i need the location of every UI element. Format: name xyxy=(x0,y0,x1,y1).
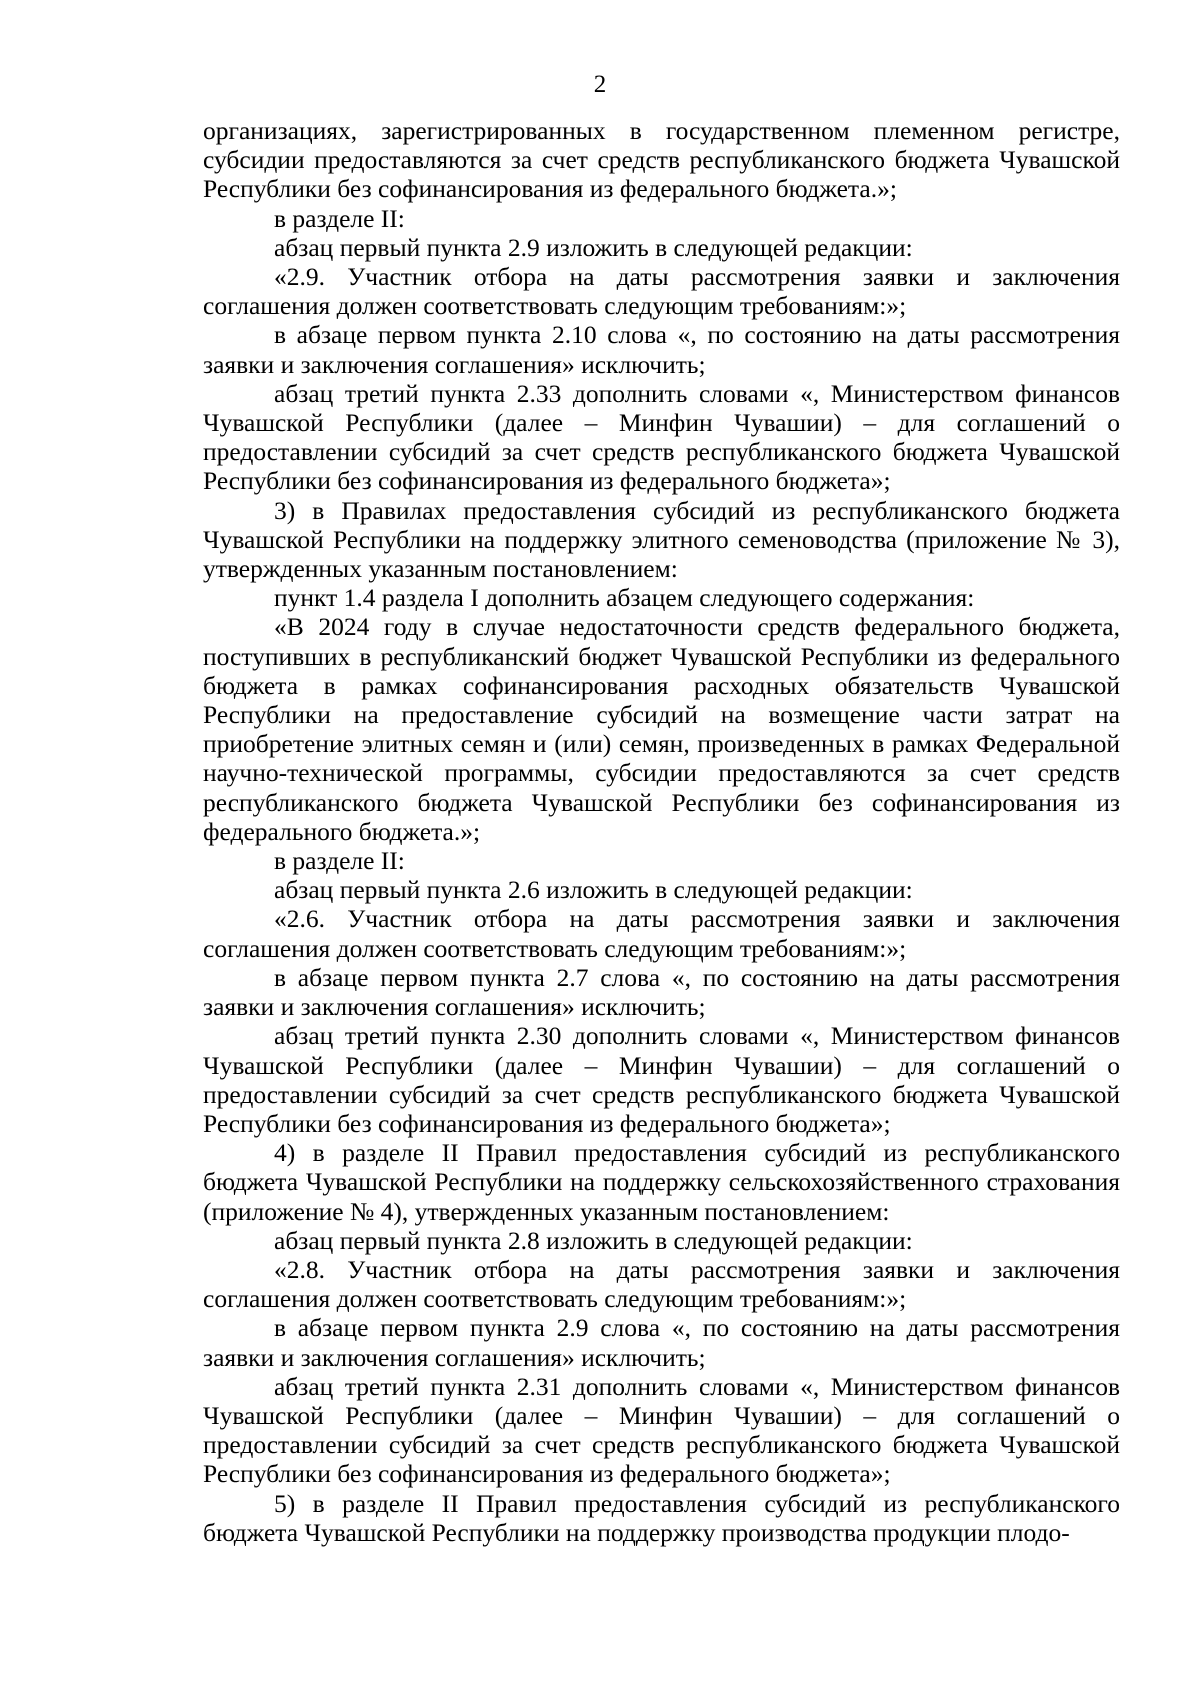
paragraph: 5) в разделе II Правил предоставления субсидий из республиканского бюджета Чувашской Республики на поддержку производства продукции плодо- xyxy=(203,1488,1120,1547)
paragraph: пункт 1.4 раздела I дополнить абзацем следующего содержания: xyxy=(274,583,975,613)
paragraph: в разделе II: xyxy=(274,203,405,233)
paragraph: в абзаце первом пункта 2.10 слова «, по состоянию на даты рассмотрения заявки и заключения соглашения» исключить; xyxy=(203,320,1120,379)
page-number: 2 xyxy=(593,71,607,98)
paragraph: 4) в разделе II Правил предоставления субсидий из республиканского бюджета Чувашской Республики на поддержку сельскохозяйственного страхования (приложение № 4), утвержденных указанным постановлением: xyxy=(203,1138,1120,1226)
paragraph: в абзаце первом пункта 2.7 слова «, по состоянию на даты рассмотрения заявки и заключения соглашения» исключить; xyxy=(203,962,1120,1022)
paragraph: абзац третий пункта 2.33 дополнить словами «, Министерством финансов Чувашской Республики (далее – Минфин Чувашии) – для соглашений о предоставлении субсидий за счет средств республиканского бюджета Чувашской Республики без софинансирования из федерального бюджета»; xyxy=(203,378,1120,496)
paragraph: абзац третий пункта 2.31 дополнить словами «, Министерством финансов Чувашской Республики (далее – Минфин Чувашии) – для соглашений о предоставлении субсидий за счет средств республиканского бюджета Чувашской Республики без софинансирования из федерального бюджета»; xyxy=(203,1371,1120,1489)
paragraph: «В 2024 году в случае недостаточности средств федерального бюджета, поступивших в республиканский бюджет Чувашской Республики из федерального бюджета в рамках софинансирования расходных обязательств Чувашской Республики на предоставление субсидий на возмещение части затрат на приобретение элитных семян и (или) семян, произведенных в рамках Федеральной научно-технической программы, субсидии предоставляются за счет средств республиканского бюджета Чувашской Республики без софинансирования из федерального бюджета.»; xyxy=(203,612,1120,846)
paragraph: в абзаце первом пункта 2.9 слова «, по состоянию на даты рассмотрения заявки и заключения соглашения» исключить; xyxy=(203,1313,1120,1372)
paragraph: «2.8. Участник отбора на даты рассмотрения заявки и заключения соглашения должен соответствовать следующим требованиям:»; xyxy=(203,1254,1120,1314)
paragraph: абзац первый пункта 2.9 изложить в следующей редакции: xyxy=(274,232,913,262)
paragraph: «2.9. Участник отбора на даты рассмотрения заявки и заключения соглашения должен соответствовать следующим требованиям:»; xyxy=(203,262,1120,321)
paragraph: 3) в Правилах предоставления субсидий из республиканского бюджета Чувашской Республики на поддержку элитного семеноводства (приложение № 3), утвержденных указанным постановлением: xyxy=(203,495,1120,584)
paragraph: в разделе II: xyxy=(274,846,405,876)
paragraph: организациях, зарегистрированных в государственном племенном регистре, субсидии предоставляются за счет средств республиканского бюджета Чувашской Республики без софинансирования из федерального бюджета.»; xyxy=(203,116,1120,204)
paragraph: абзац третий пункта 2.30 дополнить словами «, Министерством финансов Чувашской Республики (далее – Минфин Чувашии) – для соглашений о предоставлении субсидий за счет средств республиканского бюджета Чувашской Республики без софинансирования из федерального бюджета»; xyxy=(203,1021,1120,1138)
paragraph: абзац первый пункта 2.6 изложить в следующей редакции: xyxy=(274,875,913,905)
paragraph: абзац первый пункта 2.8 изложить в следующей редакции: xyxy=(274,1225,913,1255)
paragraph: «2.6. Участник отбора на даты рассмотрения заявки и заключения соглашения должен соответствовать следующим требованиям:»; xyxy=(203,904,1120,963)
document-body xyxy=(203,116,1120,1547)
